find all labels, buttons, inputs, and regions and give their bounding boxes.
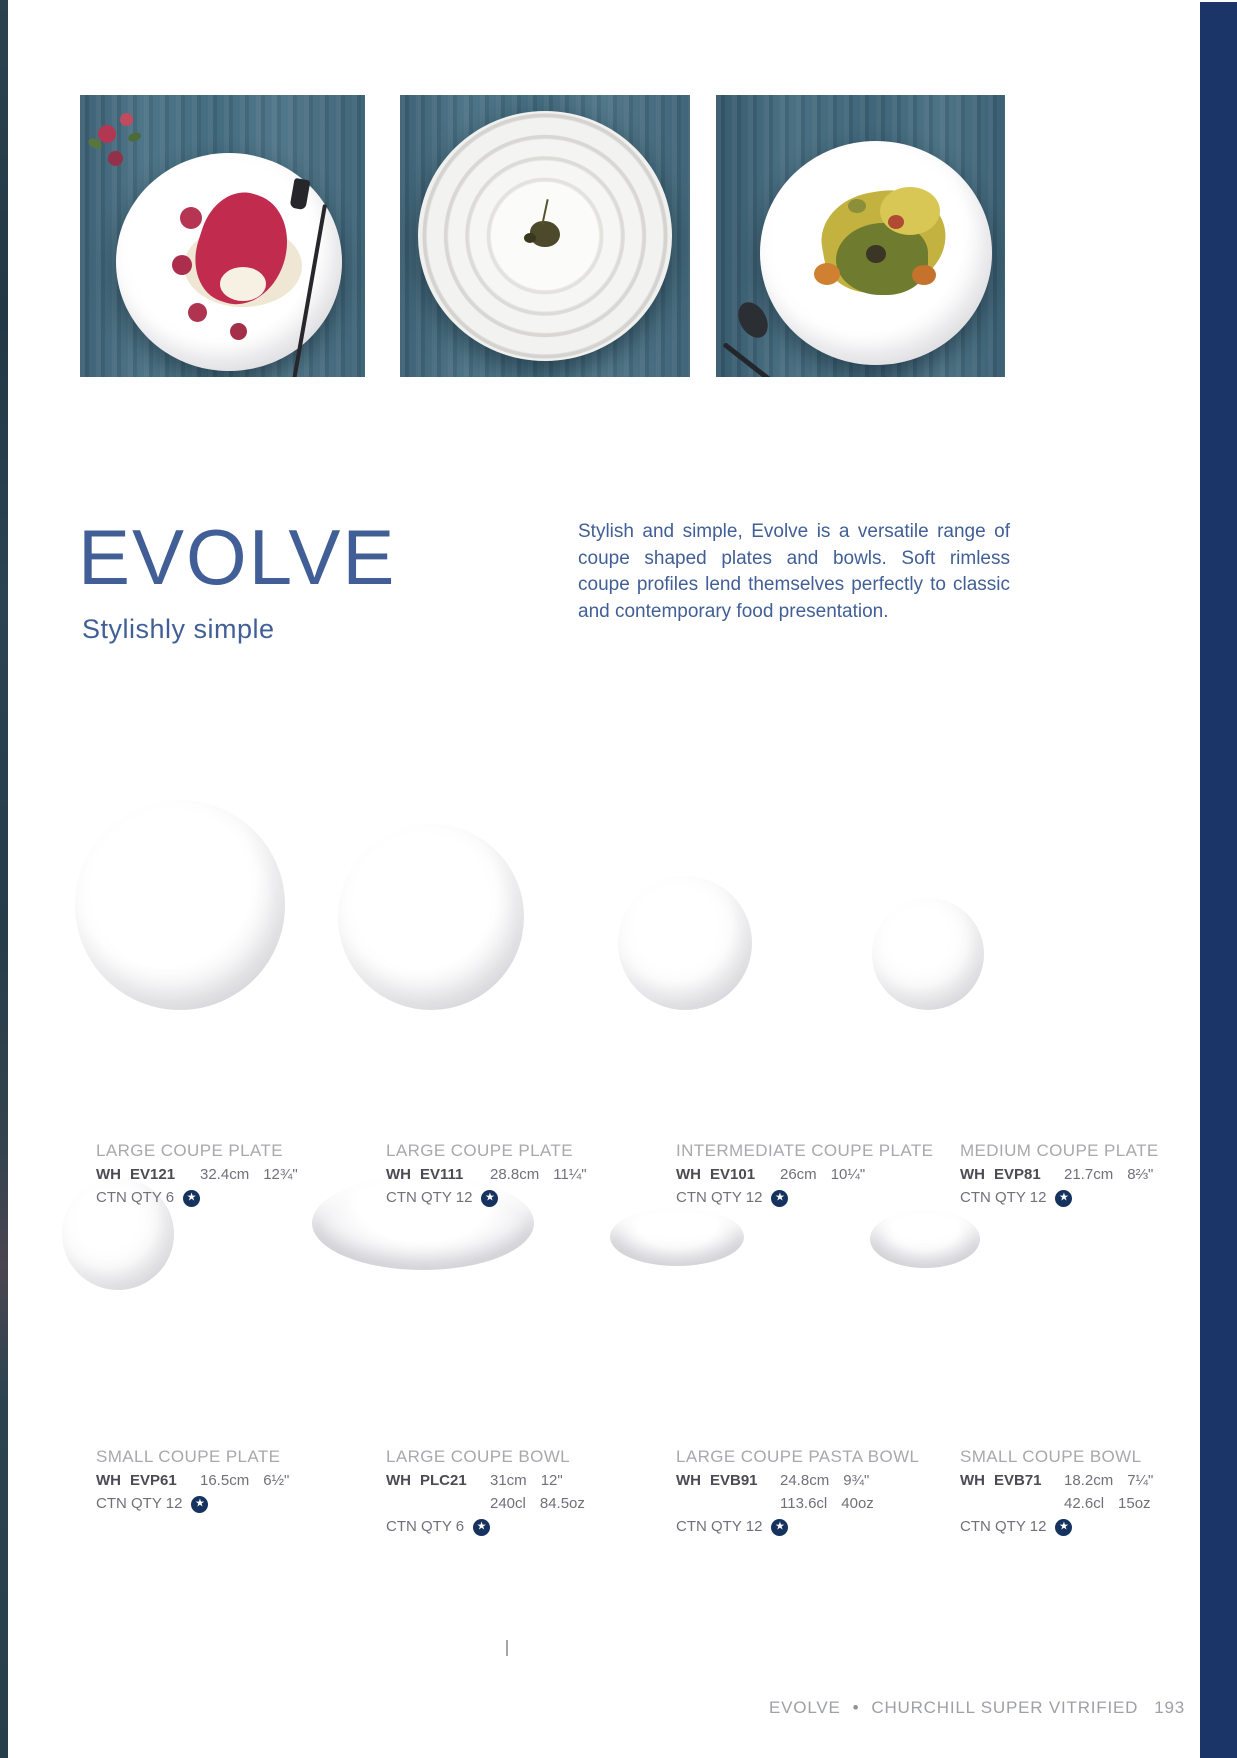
product-image-intermediate-coupe-plate xyxy=(618,876,752,1010)
capacity-imperial: 84.5oz xyxy=(539,1495,585,1512)
product-image-small-coupe-bowl xyxy=(870,1210,980,1268)
star-badge-icon xyxy=(191,1496,208,1513)
product-name: LARGE COUPE PLATE xyxy=(96,1141,283,1160)
product-code-line xyxy=(386,1469,658,1492)
product-image-medium-coupe-plate xyxy=(872,898,984,1010)
capacity-metric: 113.6cl xyxy=(780,1495,828,1512)
hero-photo-ravioli-plate xyxy=(716,95,1005,377)
product-code: EV121 xyxy=(130,1166,176,1183)
product-code-line xyxy=(386,1163,658,1186)
product-code-line xyxy=(96,1469,368,1492)
colour-code: WH xyxy=(676,1472,701,1489)
star-badge-icon xyxy=(1055,1519,1072,1536)
pasta-shape xyxy=(880,187,940,235)
series-subtitle: Stylishly simple xyxy=(82,614,275,644)
size-metric: 16.5cm xyxy=(200,1472,250,1489)
size-metric: 18.2cm xyxy=(1064,1472,1114,1489)
vegetable-shape xyxy=(888,215,904,229)
star-glyph: ★ xyxy=(476,1520,487,1532)
carton-qty-line xyxy=(676,1515,948,1539)
product-name: SMALL COUPE PLATE xyxy=(96,1447,281,1466)
capacity-line xyxy=(386,1492,658,1515)
size-metric: 31cm xyxy=(490,1472,527,1489)
carton-qty-line xyxy=(960,1186,1232,1210)
carton-qty: CTN QTY 12 xyxy=(96,1495,183,1512)
product-image-large-coupe-plate-ev121 xyxy=(75,800,285,1010)
star-badge-icon xyxy=(183,1190,200,1207)
carton-qty: CTN QTY 12 xyxy=(676,1518,763,1535)
hero-photo-dessert-plate xyxy=(80,95,365,377)
footer-brand: CHURCHILL SUPER VITRIFIED xyxy=(871,1698,1139,1717)
product-card xyxy=(96,1140,368,1210)
footer-series-name: EVOLVE xyxy=(769,1698,841,1717)
carton-qty: CTN QTY 6 xyxy=(96,1189,175,1206)
carton-qty: CTN QTY 12 xyxy=(960,1518,1047,1535)
page-footer xyxy=(769,1698,1185,1718)
size-imperial: 9¾" xyxy=(843,1472,870,1489)
carton-qty: CTN QTY 12 xyxy=(960,1189,1047,1206)
product-code: EVB71 xyxy=(994,1472,1042,1489)
star-badge-icon xyxy=(771,1190,788,1207)
vegetable-shape xyxy=(814,263,840,285)
raspberry-shape xyxy=(230,323,247,340)
size-metric: 28.8cm xyxy=(490,1166,540,1183)
product-card xyxy=(386,1140,658,1210)
size-imperial: 7¼" xyxy=(1127,1472,1154,1489)
star-badge-icon xyxy=(481,1190,498,1207)
size-imperial: 11¼" xyxy=(553,1166,587,1183)
garnish-shape xyxy=(524,233,536,243)
colour-code: WH xyxy=(386,1472,411,1489)
footer-bullet: • xyxy=(852,1698,860,1717)
product-code-line xyxy=(96,1163,368,1186)
size-metric: 21.7cm xyxy=(1064,1166,1114,1183)
carton-qty: CTN QTY 12 xyxy=(676,1189,763,1206)
capacity-metric: 42.6cl xyxy=(1064,1495,1105,1512)
carton-qty-line xyxy=(386,1515,658,1539)
product-name: SMALL COUPE BOWL xyxy=(960,1447,1142,1466)
pasta-shadow-shape xyxy=(866,245,886,263)
product-image-large-coupe-plate-ev111 xyxy=(338,824,524,1010)
star-glyph: ★ xyxy=(484,1191,495,1203)
product-code-line xyxy=(960,1163,1232,1186)
product-code-line xyxy=(960,1469,1232,1492)
carton-qty-line xyxy=(676,1186,948,1210)
product-card xyxy=(960,1140,1232,1210)
colour-code: WH xyxy=(960,1166,985,1183)
cream-dollop-shape xyxy=(220,267,266,301)
raspberry-shape xyxy=(98,125,116,143)
carton-qty: CTN QTY 12 xyxy=(386,1189,473,1206)
capacity-metric: 240cl xyxy=(490,1495,526,1512)
star-glyph: ★ xyxy=(774,1520,785,1532)
raspberry-shape xyxy=(180,207,202,229)
size-metric: 32.4cm xyxy=(200,1166,250,1183)
colour-code: WH xyxy=(386,1166,411,1183)
page-fold-mark xyxy=(506,1640,508,1656)
capacity-imperial: 40oz xyxy=(841,1495,874,1512)
capacity-imperial: 15oz xyxy=(1118,1495,1151,1512)
product-name: MEDIUM COUPE PLATE xyxy=(960,1141,1159,1160)
product-code: EVP61 xyxy=(130,1472,177,1489)
product-code: EVP81 xyxy=(994,1166,1041,1183)
vegetable-shape xyxy=(912,265,936,285)
star-glyph: ★ xyxy=(774,1191,785,1203)
page-number: 193 xyxy=(1154,1698,1185,1717)
product-name: LARGE COUPE PASTA BOWL xyxy=(676,1447,920,1466)
product-code: EVB91 xyxy=(710,1472,758,1489)
spoon-handle-shape xyxy=(722,342,794,377)
product-name: LARGE COUPE BOWL xyxy=(386,1447,570,1466)
size-metric: 24.8cm xyxy=(780,1472,830,1489)
capacity-line xyxy=(676,1492,948,1515)
carton-qty-line xyxy=(960,1515,1232,1539)
capacity-line xyxy=(960,1492,1232,1515)
size-imperial: 10¼" xyxy=(830,1166,866,1183)
product-code: PLC21 xyxy=(420,1472,467,1489)
product-card xyxy=(676,1140,948,1210)
colour-code: WH xyxy=(96,1472,121,1489)
product-code: EV101 xyxy=(710,1166,756,1183)
raspberry-shape xyxy=(172,255,192,275)
product-code: EV111 xyxy=(420,1166,464,1183)
star-glyph: ★ xyxy=(1058,1191,1069,1203)
raspberry-shape xyxy=(120,113,133,126)
star-badge-icon xyxy=(771,1519,788,1536)
pasta-shape xyxy=(848,199,866,213)
spoon-bowl-shape xyxy=(732,297,774,343)
size-imperial: 6½" xyxy=(263,1472,290,1489)
star-glyph: ★ xyxy=(186,1191,197,1203)
leaf-shape xyxy=(127,131,142,143)
carton-qty-line xyxy=(96,1492,368,1516)
product-code-line xyxy=(676,1163,948,1186)
star-badge-icon xyxy=(1055,1190,1072,1207)
product-name: LARGE COUPE PLATE xyxy=(386,1141,573,1160)
size-imperial: 8⅔" xyxy=(1127,1166,1154,1183)
size-imperial: 12" xyxy=(540,1472,563,1489)
star-glyph: ★ xyxy=(194,1497,205,1509)
carton-qty-line xyxy=(96,1186,368,1210)
series-title: EVOLVE xyxy=(78,513,397,601)
carton-qty-line xyxy=(386,1186,658,1210)
product-code-line xyxy=(676,1469,948,1492)
product-image-large-coupe-pasta-bowl xyxy=(610,1208,744,1266)
product-name: INTERMEDIATE COUPE PLATE xyxy=(676,1141,934,1160)
carton-qty: CTN QTY 6 xyxy=(386,1518,465,1535)
colour-code: WH xyxy=(96,1166,121,1183)
product-card xyxy=(676,1446,948,1539)
raspberry-shape xyxy=(108,151,123,166)
size-imperial: 12¾" xyxy=(263,1166,298,1183)
raspberry-shape xyxy=(188,303,207,322)
colour-code: WH xyxy=(676,1166,701,1183)
hero-photo-stacked-plates xyxy=(400,95,690,377)
product-card xyxy=(386,1446,658,1539)
series-description: Stylish and simple, Evolve is a versatile range of coupe shaped plates and bowls. Soft rimless coupe profiles lend themselves perfectly to classic and contemporary food presentation. xyxy=(578,521,1010,622)
colour-code: WH xyxy=(960,1472,985,1489)
product-card xyxy=(960,1446,1232,1539)
product-card xyxy=(96,1446,368,1516)
size-metric: 26cm xyxy=(780,1166,817,1183)
star-glyph: ★ xyxy=(1058,1520,1069,1532)
left-photo-bleed-strip xyxy=(0,0,8,1758)
star-badge-icon xyxy=(473,1519,490,1536)
